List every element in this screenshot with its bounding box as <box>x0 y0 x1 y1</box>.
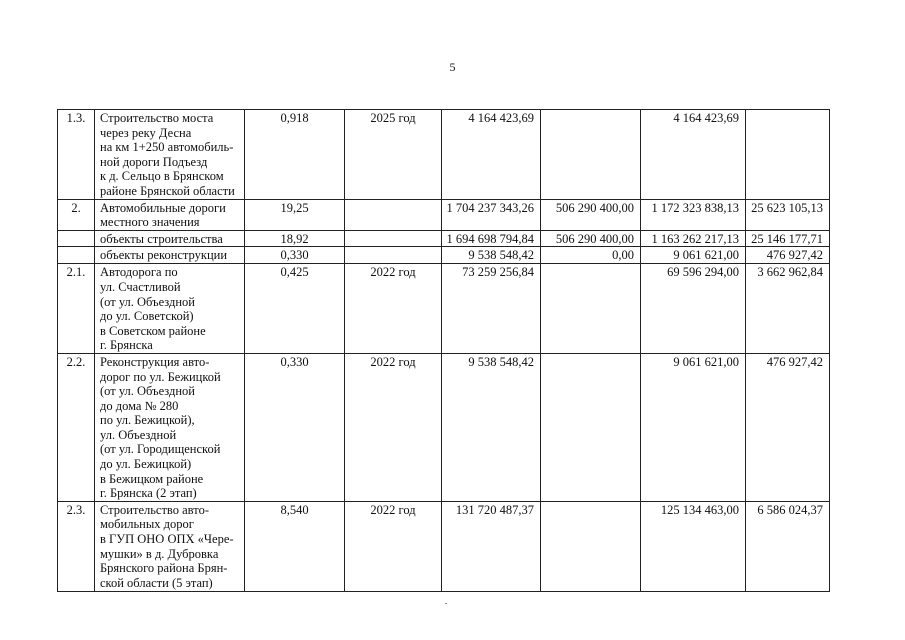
regional-budget-cell: 125 134 463,00 <box>641 501 746 591</box>
object-name-cell: Автомобильные дороги местного значения <box>95 199 245 230</box>
completion-year-cell: 2025 год <box>345 110 442 200</box>
object-name-cell: Строительство авто- мобильных дорог в ГУП ОНО ОПХ «Чере- мушки» в д. Дубровка Брянского района Брян- ской области (5 этап) <box>95 501 245 591</box>
regional-budget-cell: 9 061 621,00 <box>641 247 746 264</box>
length-km-cell: 0,330 <box>245 353 345 501</box>
object-name-cell: объекты реконструкции <box>95 247 245 264</box>
length-km-cell: 0,330 <box>245 247 345 264</box>
object-name-cell: Строительство моста через реку Десна на км 1+250 автомобиль- ной дороги Подъезд к д. Сельцо в Брянском районе Брянской области <box>95 110 245 200</box>
completion-year-cell <box>345 230 442 247</box>
regional-budget-cell: 1 163 262 217,13 <box>641 230 746 247</box>
total-cost-cell: 1 704 237 343,26 <box>442 199 541 230</box>
federal-budget-cell <box>541 353 641 501</box>
table-row <box>58 110 830 200</box>
table-row <box>58 501 830 591</box>
row-number-cell: 1.3. <box>58 110 95 200</box>
local-budget-cell <box>746 110 830 200</box>
total-cost-cell: 131 720 487,37 <box>442 501 541 591</box>
budget-table <box>57 109 830 592</box>
object-name-cell: Реконструкция авто- дорог по ул. Бежицкой (от ул. Объездной до дома № 280 по ул. Бежицкой), ул. Объездной (от ул. Городищенской до ул. Бежицкой) в Бежицком районе г. Брянска (2 этап) <box>95 353 245 501</box>
regional-budget-cell: 4 164 423,69 <box>641 110 746 200</box>
local-budget-cell: 25 623 105,13 <box>746 199 830 230</box>
federal-budget-cell <box>541 264 641 354</box>
length-km-cell: 19,25 <box>245 199 345 230</box>
regional-budget-cell: 69 596 294,00 <box>641 264 746 354</box>
row-number-cell: 2.3. <box>58 501 95 591</box>
federal-budget-cell: 0,00 <box>541 247 641 264</box>
row-number-cell: 2. <box>58 199 95 230</box>
table-row <box>58 199 830 230</box>
total-cost-cell: 4 164 423,69 <box>442 110 541 200</box>
row-number-cell <box>58 230 95 247</box>
federal-budget-cell: 506 290 400,00 <box>541 199 641 230</box>
length-km-cell: 0,425 <box>245 264 345 354</box>
total-cost-cell: 1 694 698 794,84 <box>442 230 541 247</box>
completion-year-cell: 2022 год <box>345 264 442 354</box>
scan-dot <box>445 603 447 604</box>
page-number: 5 <box>449 60 456 74</box>
row-number-cell: 2.1. <box>58 264 95 354</box>
local-budget-cell: 3 662 962,84 <box>746 264 830 354</box>
table-row <box>58 353 830 501</box>
table-row <box>58 247 830 264</box>
length-km-cell: 0,918 <box>245 110 345 200</box>
federal-budget-cell <box>541 501 641 591</box>
completion-year-cell: 2022 год <box>345 353 442 501</box>
local-budget-cell: 476 927,42 <box>746 247 830 264</box>
federal-budget-cell <box>541 110 641 200</box>
length-km-cell: 18,92 <box>245 230 345 247</box>
regional-budget-cell: 9 061 621,00 <box>641 353 746 501</box>
total-cost-cell: 9 538 548,42 <box>442 247 541 264</box>
table-row <box>58 264 830 354</box>
local-budget-cell: 25 146 177,71 <box>746 230 830 247</box>
local-budget-cell: 476 927,42 <box>746 353 830 501</box>
object-name-cell: объекты строительства <box>95 230 245 247</box>
row-number-cell: 2.2. <box>58 353 95 501</box>
object-name-cell: Автодорога по ул. Счастливой (от ул. Объездной до ул. Советской) в Советском районе г. Брянска <box>95 264 245 354</box>
total-cost-cell: 73 259 256,84 <box>442 264 541 354</box>
table-body <box>58 110 830 592</box>
total-cost-cell: 9 538 548,42 <box>442 353 541 501</box>
federal-budget-cell: 506 290 400,00 <box>541 230 641 247</box>
regional-budget-cell: 1 172 323 838,13 <box>641 199 746 230</box>
table-row <box>58 230 830 247</box>
completion-year-cell <box>345 199 442 230</box>
completion-year-cell: 2022 год <box>345 501 442 591</box>
local-budget-cell: 6 586 024,37 <box>746 501 830 591</box>
length-km-cell: 8,540 <box>245 501 345 591</box>
completion-year-cell <box>345 247 442 264</box>
row-number-cell <box>58 247 95 264</box>
